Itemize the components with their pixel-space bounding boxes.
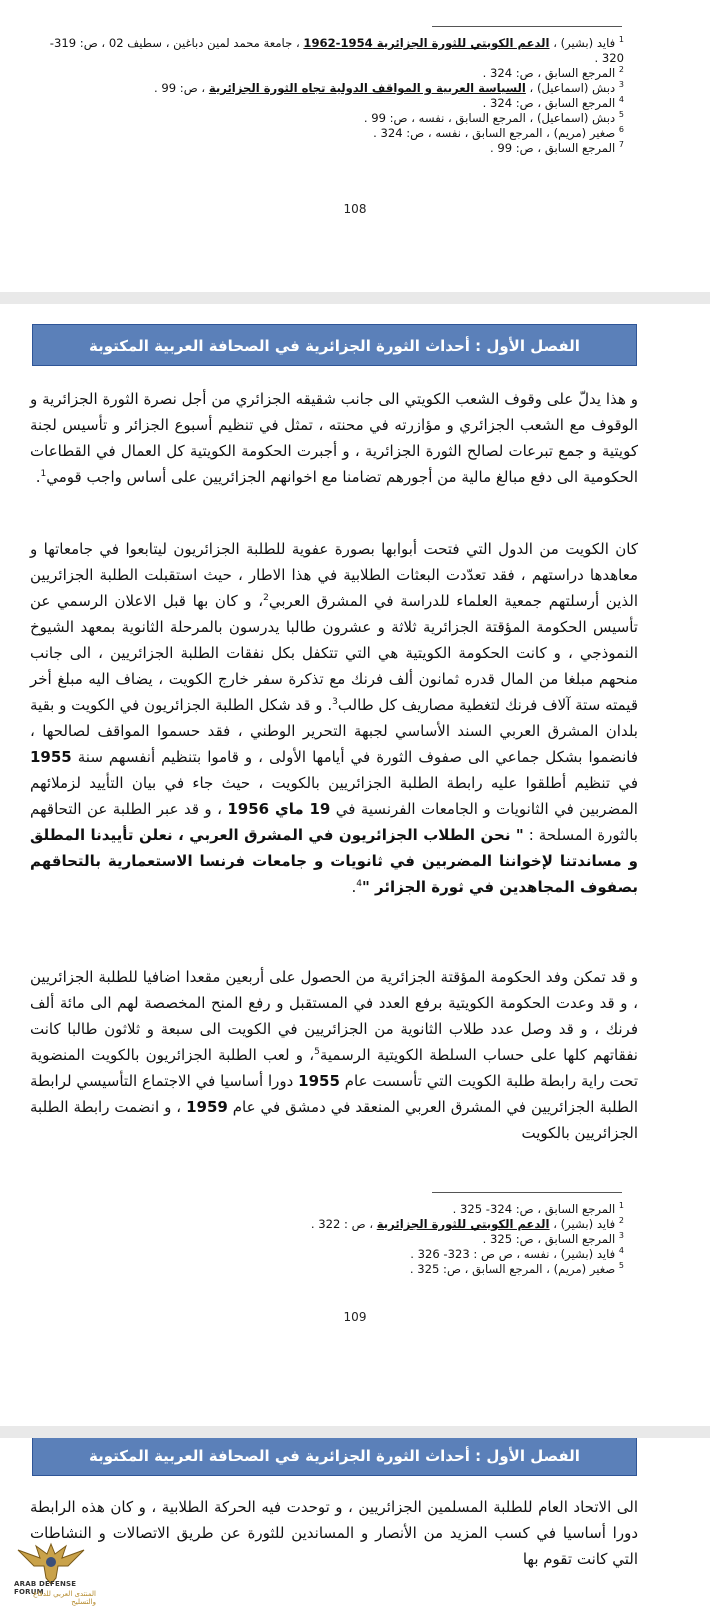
watermark-name: ARAB DEFENSE FORUM	[14, 1580, 77, 1596]
footnote: $^7$ المرجع السابق ، ص: 99 .	[489, 140, 624, 155]
footnote: $^5$ صغير (مريم) ، المرجع السابق ، ص: 325 .	[409, 1261, 624, 1276]
footnote: $^3$ المرجع السابق ، ص: 325 .	[482, 1231, 624, 1246]
footnote: $^6$ صغير (مريم) ، المرجع السابق ، نفسه ، ص: 324 .	[373, 125, 624, 140]
footnote-number: 1	[618, 1201, 624, 1211]
quote-text: " نحن الطلاب الجزائريون في المشرق العربي ، نعلن تأييدنا المطلق و مساندتنا لإخواننا المضربين في ثانويات و جامعات فرنسا الاستعمارية بالتحاقهم بصفوف المجاهدين في ثورة الجزائر "	[30, 826, 638, 896]
footnote: $^5$ دبش (اسماعيل) ، المرجع السابق ، نفسه ، ص: 99 .	[363, 110, 624, 125]
forum-watermark	[6, 1538, 96, 1608]
footnote-ref: 4	[356, 879, 363, 889]
body-paragraph: الى الاتحاد العام للطلبة المسلمين الجزائريين ، و توحدت فيه الحركة الطلابية ، و كان هذه الرابطة دورا أساسيا في كسب المزيد من الأنصار و المساندين للثورة عن طريق الاتصالات و النشاطات التي كانت تقوم بها	[30, 1498, 638, 1568]
footnote-list	[40, 36, 624, 156]
page-number: 109	[343, 1310, 367, 1324]
footnote-number: 4	[618, 1246, 624, 1256]
footnote-ref: 2	[263, 593, 269, 603]
footnote: $^2$ المرجع السابق ، ص: 324 .	[482, 65, 624, 80]
footnote-number: 7	[618, 140, 624, 150]
footnote-separator	[432, 26, 622, 27]
document-page-109	[0, 304, 710, 1426]
footnote-ref: 5	[314, 1047, 320, 1057]
footnote-separator	[432, 1192, 622, 1193]
footnote-ref: 1	[40, 469, 47, 479]
footnote-number: 2	[618, 65, 624, 75]
footnote-number: 5	[618, 1261, 624, 1271]
chapter-title-banner: الفصل الأول : أحداث الثورة الجزائرية في الصحافة العربية المكتوبة	[32, 324, 637, 366]
document-page-108	[0, 0, 710, 292]
document-page-110	[0, 1438, 710, 1612]
footnote: $^1$ فايد (بشير) ، الدعم الكويتي للثورة الجزائرية 1954-1962 ، جامعة محمد لمين دباغين ، سطيف 02 ، ص: 319-320 .	[49, 35, 624, 65]
footnote-number: 5	[618, 110, 624, 120]
footnote: $^4$ المرجع السابق ، ص: 324 .	[482, 95, 624, 110]
footnote-number: 3	[618, 80, 624, 90]
footnote-list	[40, 1202, 624, 1277]
footnote: $^4$ فايد (بشير) ، نفسه ، ص ص : 323- 326 .	[410, 1246, 624, 1261]
footnote: $^3$ دبش (اسماعيل) ، السياسة العربية و المواقف الدولية تجاه الثورة الجزائرية ، ص: 99 .	[153, 80, 624, 95]
footnote-number: 4	[618, 95, 624, 105]
body-paragraph: و قد تمكن وفد الحكومة المؤقتة الجزائرية من الحصول على أربعين مقعدا اضافيا للطلبة الجزائريين ، و قد وعدت الحكومة الكويتية برفع العدد في المستقبل و رفع المنح المخصصة لهم الى مائة ألف فرنك ، و قد وصل عدد طلاب الثانوية من الجزائريين في الكويت الى سبعة و ثلاثون طالبا كانت نفقاتهم كلها على حساب السلطة الكويتية الرسمية$^5$، و لعب الطلبة الجزائريون بالكويت المنضوية تحت راية رابطة طلبة الكويت التي تأسست عام 1955 دورا أساسيا في الاجتماع التأسيسي لرابطة الطلبة الجزائريين في المشرق العربي المنعقد في دمشق في عام 1959 ، و انضمت رابطة الطلبة الجزائريين بالكويت	[30, 968, 639, 1142]
footnote-ref: 3	[332, 697, 338, 707]
footnote-number: 3	[618, 1231, 624, 1241]
chapter-title-banner: الفصل الأول : أحداث الثورة الجزائرية في الصحافة العربية المكتوبة	[32, 1438, 637, 1476]
watermark-subtitle: المنتدى العربي للدفاع والتسليح	[33, 1590, 96, 1606]
footnote-number: 1	[618, 35, 624, 45]
footnote-number: 6	[618, 125, 624, 135]
footnote: $^1$ المرجع السابق ، ص: 324- 325 .	[452, 1201, 624, 1216]
footnote-number: 2	[618, 1216, 624, 1226]
footnote: $^2$ فايد (بشير) ، الدعم الكويتي للثورة الجزائرية ، ص : 322 .	[310, 1216, 624, 1231]
page-number: 108	[343, 202, 367, 216]
body-paragraph: و هذا يدلّ على وقوف الشعب الكويتي الى جانب شقيقه الجزائري من أجل نصرة الثورة الجزائرية و الوقوف مع الشعب الجزائري و مؤازرته في محنته ، تمثل في تنظيم أسبوع الجزائر و تأسيس لجنة كويتية و جمع تبرعات لصالح الثورة الجزائرية ، و أجبرت الحكومة الكويتية كل العمال في القطاعات الحكومية الى دفع مبالغ مالية من أجورهم تضامنا مع اخوانهم الجزائريين على أساس واجب قومي$^1$.	[30, 390, 638, 486]
body-paragraph: كان الكويت من الدول التي فتحت أبوابها بصورة عفوية للطلبة الجزائريون ليتابعوا في جامعاتها و معاهدها دراستهم ، فقد تعدّدت البعثات الطلابية في هذا الاطار ، حيث استقبلت الطلبة الجزائريين الذين أرسلتهم جمعية العلماء للدراسة في المشرق العربي$^2$، و كان بها قبل الاعلان الرسمي عن تأسيس الحكومة المؤقتة الجزائرية ثلاثة و عشرون طالبا يدرسون بالمرحلة الثانوية بمعهد الشيوخ النموذجي ، و كانت الحكومة الكويتية هي التي تتكفل بكل نفقات الطلبة الجزائريين ، الى جانب منحهم مبلغا من المال قدره ثمانون ألف فرنك مع تذكرة سفر خارج الكويت ، يضاف اليه مبلغ أخر قيمته ستة آلاف فرنك لتغطية مصاريف كل طالب$^3$. و قد شكل الطلبة الجزائريون في الكويت و بقية بلدان المشرق العربي السند الأساسي لجبهة التحرير الوطني ، فقد حسموا المواقف لصالحها ، فانضموا بشكل جماعي الى صفوف الثورة في أيامها الأولى ، و قاموا بتنظيم أنفسهم سنة 1955 في تنظيم أطلقوا عليه رابطة الطلبة الجزائريين بالكويت ، حيث جاء في بيان التأييد لزملائهم المضربين في الثانويات و الجامعات الفرنسية في 19 ماي 1956 ، و قد عبر الطلبة عن التحاقهم بالثورة المسلحة : " نحن الطلاب الجزائريون في المشرق العربي ، نعلن تأييدنا المطلق و مساندتنا لإخواننا المضربين في ثانويات و جامعات فرنسا الاستعمارية بالتحاقهم بصفوف المجاهدين في ثورة الجزائر "$^4$.	[30, 540, 639, 896]
